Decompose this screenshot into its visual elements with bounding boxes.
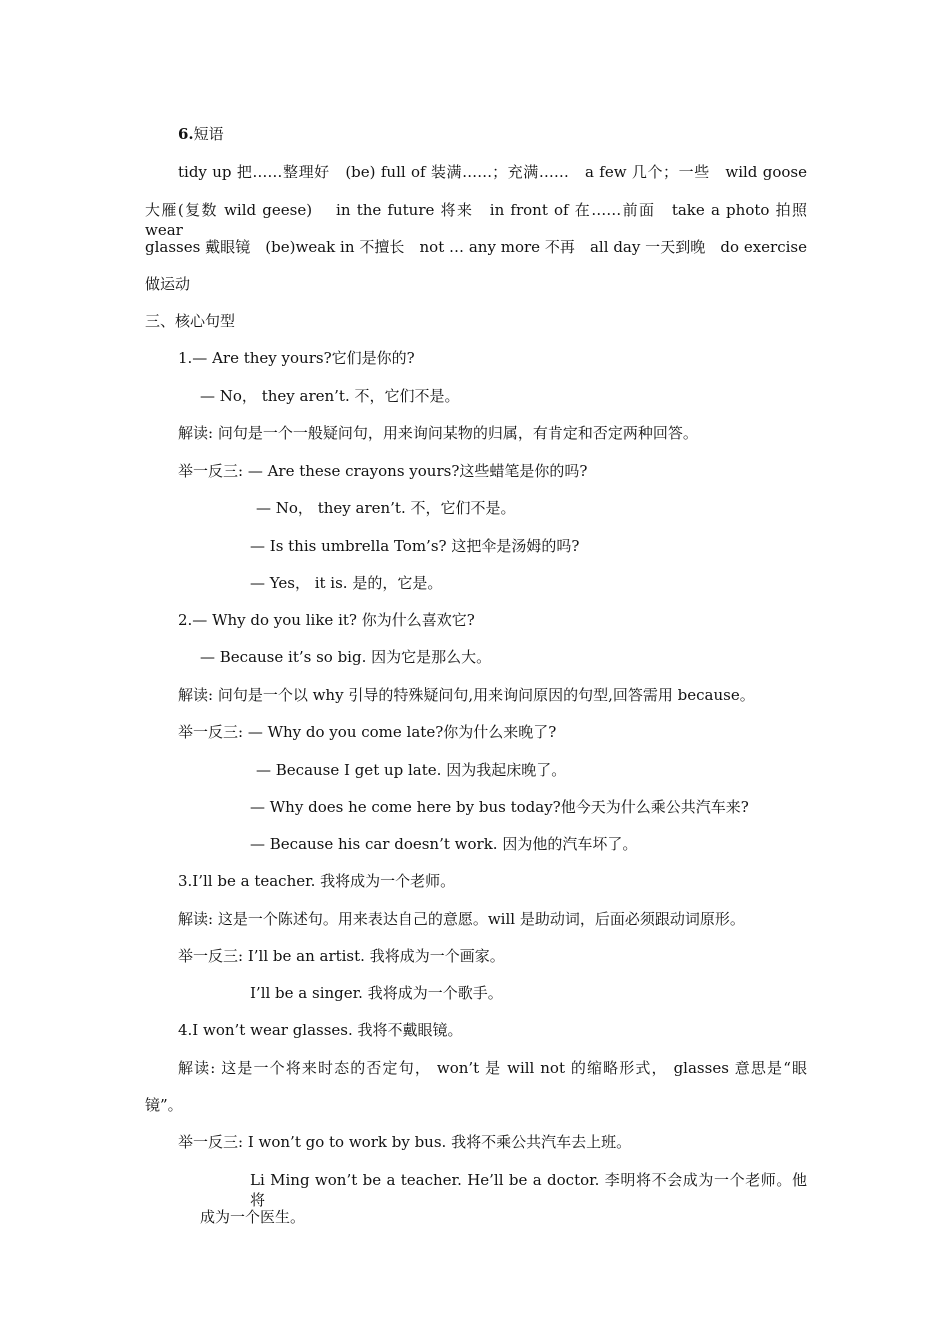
section-6-title: 短语 — [193, 125, 224, 143]
item-2-example-2: — Because I get up late. 因为我起床晚了。 — [256, 761, 567, 779]
item-1-question: 1.— Are they yours?它们是你的? — [178, 349, 415, 367]
item-2-answer: — Because it’s so big. 因为它是那么大。 — [200, 648, 492, 666]
item-2-explanation: 解读: 问句是一个以 why 引导的特殊疑问句,用来询问原因的句型,回答需用 because。 — [178, 686, 755, 704]
item-4-example-2-line-1: Li Ming won’t be a teacher. He’ll be a doctor. 李明将不会成为一个老师。他将 — [250, 1171, 807, 1209]
section-6-number: 6. — [178, 125, 194, 143]
item-3-example-1: 举一反三: I’ll be an artist. 我将成为一个画家。 — [178, 947, 505, 965]
item-1-example-3: — Is this umbrella Tom’s? 这把伞是汤姆的吗? — [250, 537, 580, 555]
item-2-example-4: — Because his car doesn’t work. 因为他的汽车坏了。 — [250, 835, 638, 853]
item-1-answer: — No， they aren’t. 不，它们不是。 — [200, 387, 460, 405]
phrase-line-2: 大雁(复数 wild geese) in the future 将来 in front of 在……前面 take a photo 拍照 wear — [145, 201, 823, 239]
item-3-example-2: I’ll be a singer. 我将成为一个歌手。 — [250, 984, 503, 1002]
item-3-sentence: 3.I’ll be a teacher. 我将成为一个老师。 — [178, 872, 456, 890]
item-4-example-1: 举一反三: I won’t go to work by bus. 我将不乘公共汽车去上班。 — [178, 1133, 632, 1151]
item-1-example-1: 举一反三: — Are these crayons yours?这些蜡笔是你的吗? — [178, 462, 588, 480]
phrase-line-3: glasses 戴眼镜 (be)weak in 不擅长 not … any more 不再 all day 一天到晚 do exercise — [145, 238, 807, 256]
item-4-explanation-line-2: 镜”。 — [145, 1096, 183, 1114]
item-2-question: 2.— Why do you like it? 你为什么喜欢它? — [178, 611, 475, 629]
item-3-explanation: 解读: 这是一个陈述句。用来表达自己的意愿。will 是助动词，后面必须跟动词原形。 — [178, 910, 745, 928]
item-2-example-1: 举一反三: — Why do you come late?你为什么来晚了? — [178, 723, 557, 741]
item-1-example-4: — Yes， it is. 是的，它是。 — [250, 574, 443, 592]
phrase-line-4: 做运动 — [145, 275, 191, 293]
phrase-line-1: tidy up 把……整理好 (be) full of 装满……；充满…… a few 几个；一些 wild goose — [178, 163, 807, 181]
item-4-explanation-line-1: 解读: 这是一个将来时态的否定句， won’t 是 will not 的缩略形式， glasses 意思是“眼 — [178, 1059, 807, 1077]
item-4-sentence: 4.I won’t wear glasses. 我将不戴眼镜。 — [178, 1021, 463, 1039]
item-1-explanation: 解读: 问句是一个一般疑问句，用来询问某物的归属，有肯定和否定两种回答。 — [178, 424, 698, 442]
item-1-example-2: — No， they aren’t. 不，它们不是。 — [256, 499, 516, 517]
section-3-heading: 三、核心句型 — [145, 312, 236, 330]
item-2-example-3: — Why does he come here by bus today?他今天为什么乘公共汽车来? — [250, 798, 749, 816]
section-6-heading — [178, 124, 224, 144]
item-4-example-2-line-2: 成为一个医生。 — [200, 1208, 306, 1226]
